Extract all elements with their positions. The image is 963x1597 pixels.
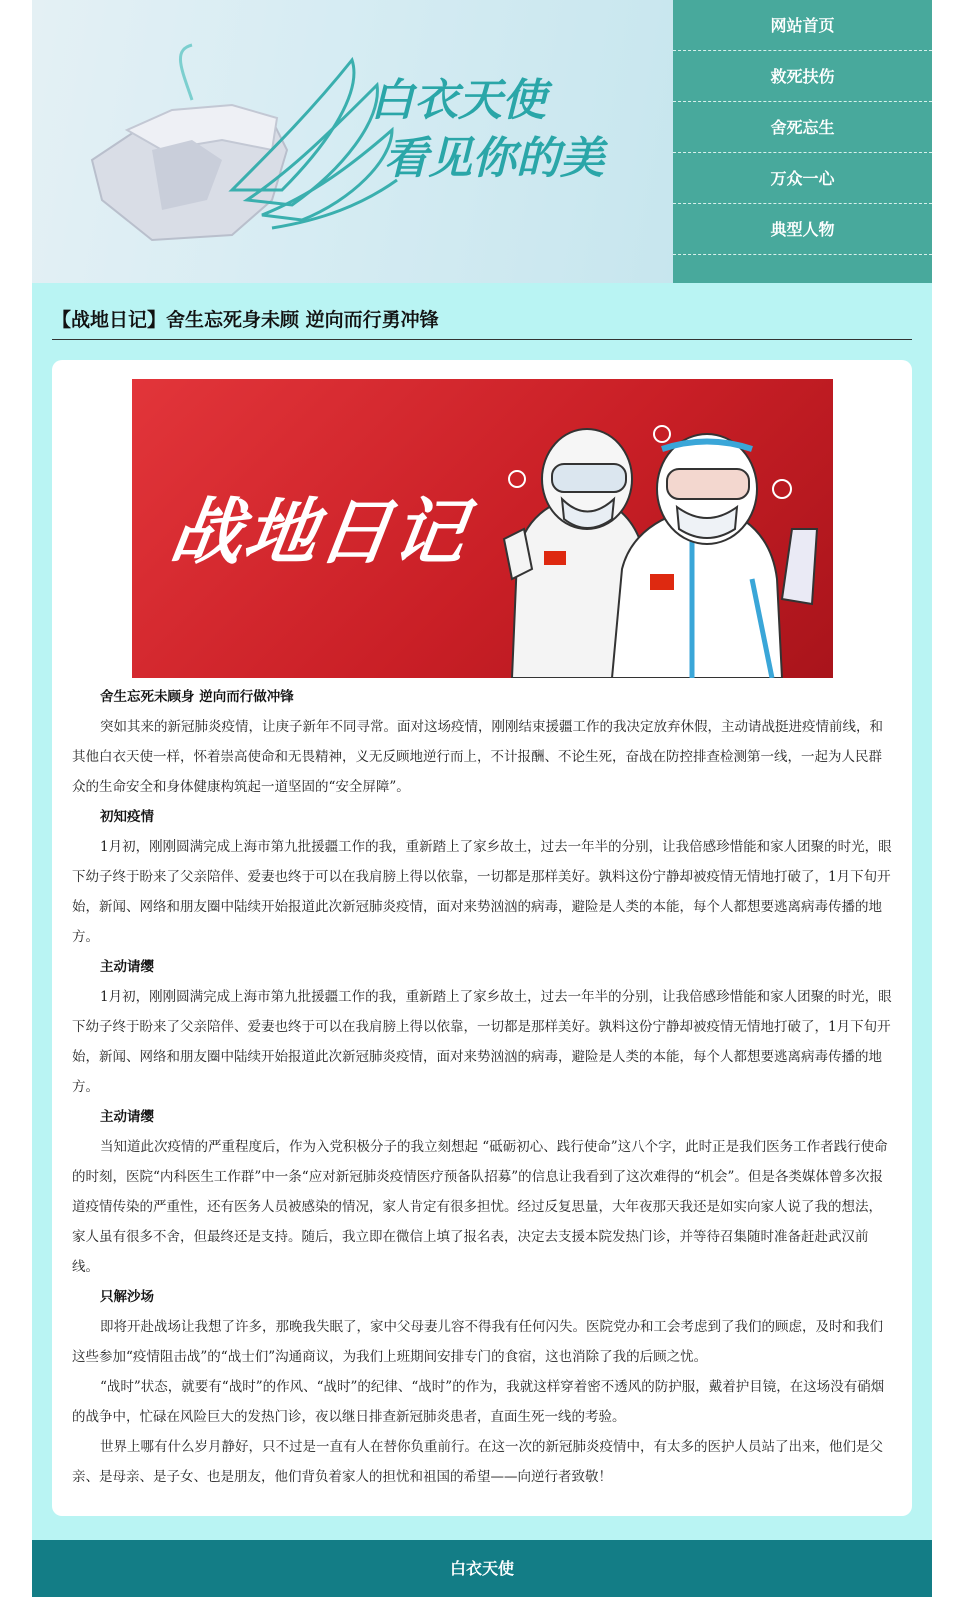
article-paragraph: 世界上哪有什么岁月静好，只不过是一直有人在替你负重前行。在这一次的新冠肺炎疫情中，有太多的医护人员站了出来，他们是父亲、是母亲、是子女、也是朋友，他们背负着家人的担忧和祖国的希望——向逆行者致敬！ xyxy=(72,1439,883,1485)
hero-title: 战地日记 xyxy=(165,490,474,574)
article-title: 【战地日记】舍生忘死身未顾 逆向而行勇冲锋 xyxy=(52,306,912,340)
nav-item-home[interactable]: 网站首页 xyxy=(673,0,932,51)
article-subtitle: 舍生忘死未顾身 逆向而行做冲锋 xyxy=(100,689,294,705)
article-paragraph: 当知道此次疫情的严重程度后，作为入党积极分子的我立刻想起 “砥砺初心、践行使命”这八个字，此时正是我们医务工作者践行使命的时刻，医院“内科医生工作群”中一条“应对新冠肺炎疫情医疗预备队招募”的信息让我看到了这次难得的“机会”。但是各类媒体曾多次报道疫情传染的严重性，还有医务人员被感染的情况，家人肯定有很多担忧。经过反复思量，大年夜那天我还是如实向家人说了我的想法，家人虽有很多不舍，但最终还是支持。随后，我立即在微信上填了报名表，决定去支援本院发热门诊，并等待召集随时准备赶赴武汉前线。 xyxy=(72,1139,888,1275)
section-heading: 初知疫情 xyxy=(100,809,154,825)
article-paragraph: 突如其来的新冠肺炎疫情，让庚子新年不同寻常。面对这场疫情，刚刚结束援疆工作的我决定放弃休假，主动请战挺进疫情前线，和其他白衣天使一样，怀着崇高使命和无畏精神，义无反顾地逆行而上，不计报酬、不论生死，奋战在防控排查检测第一线，一起为人民群众的生命安全和身体健康构筑起一道坚固的“安全屏障”。 xyxy=(72,719,883,795)
nav-item-rescue[interactable]: 救死扶伤 xyxy=(673,51,932,102)
hero-image xyxy=(132,379,833,678)
medical-workers-illustration xyxy=(132,379,833,678)
page xyxy=(32,0,932,1597)
section-heading: 主动请缨 xyxy=(100,959,154,975)
nav-item-sacrifice[interactable]: 舍死忘生 xyxy=(673,102,932,153)
header xyxy=(32,0,932,283)
article-paragraph: 1月初，刚刚圆满完成上海市第九批援疆工作的我，重新踏上了家乡故土，过去一年半的分别，让我倍感珍惜能和家人团聚的时光，眼下幼子终于盼来了父亲陪伴、爱妻也终于可以在我肩膀上得以依靠，一切都是那样美好。孰料这份宁静却被疫情无情地打破了，1月下旬开始，新闻、网络和朋友圈中陆续开始报道此次新冠肺炎疫情，面对来势汹汹的病毒，避险是人类的本能，每个人都想要逃离病毒传播的地方。 xyxy=(72,989,892,1095)
banner-title-line2: 看见你的美 xyxy=(384,133,604,184)
banner-image xyxy=(32,0,673,283)
article-card xyxy=(52,360,912,1516)
article-paragraph: 1月初，刚刚圆满完成上海市第九批援疆工作的我，重新踏上了家乡故土，过去一年半的分别，让我倍感珍惜能和家人团聚的时光，眼下幼子终于盼来了父亲陪伴、爱妻也终于可以在我肩膀上得以依靠，一切都是那样美好。孰料这份宁静却被疫情无情地打破了，1月下旬开始，新闻、网络和朋友圈中陆续开始报道此次新冠肺炎疫情，面对来势汹汹的病毒，避险是人类的本能，每个人都想要逃离病毒传播的地方。 xyxy=(72,839,892,945)
footer: 白衣天使 xyxy=(32,1540,932,1597)
nav-item-heroes[interactable]: 典型人物 xyxy=(673,204,932,255)
banner-title-line1: 白衣天使 xyxy=(370,75,546,126)
article-paragraph: 即将开赴战场让我想了许多，那晚我失眠了，家中父母妻儿容不得我有任何闪失。医院党办和工会考虑到了我们的顾虑，及时和我们这些参加“疫情阻击战”的“战士们”沟通商议，为我们上班期间安排专门的食宿，这也消除了我的后顾之忧。 xyxy=(72,1319,883,1365)
section-heading: 只解沙场 xyxy=(100,1289,154,1305)
banner-title xyxy=(362,72,673,188)
nav-item-unity[interactable]: 万众一心 xyxy=(673,153,932,204)
article-paragraph: “战时”状态，就要有“战时”的作风、“战时”的纪律、“战时”的作为，我就这样穿着密不透风的防护服，戴着护目镜，在这场没有硝烟的战争中，忙碌在风险巨大的发热门诊，夜以继日排查新冠肺炎患者，直面生死一线的考验。 xyxy=(72,1379,885,1425)
main-nav xyxy=(673,0,932,283)
section-heading: 主动请缨 xyxy=(100,1109,154,1125)
article-body xyxy=(72,682,892,1492)
